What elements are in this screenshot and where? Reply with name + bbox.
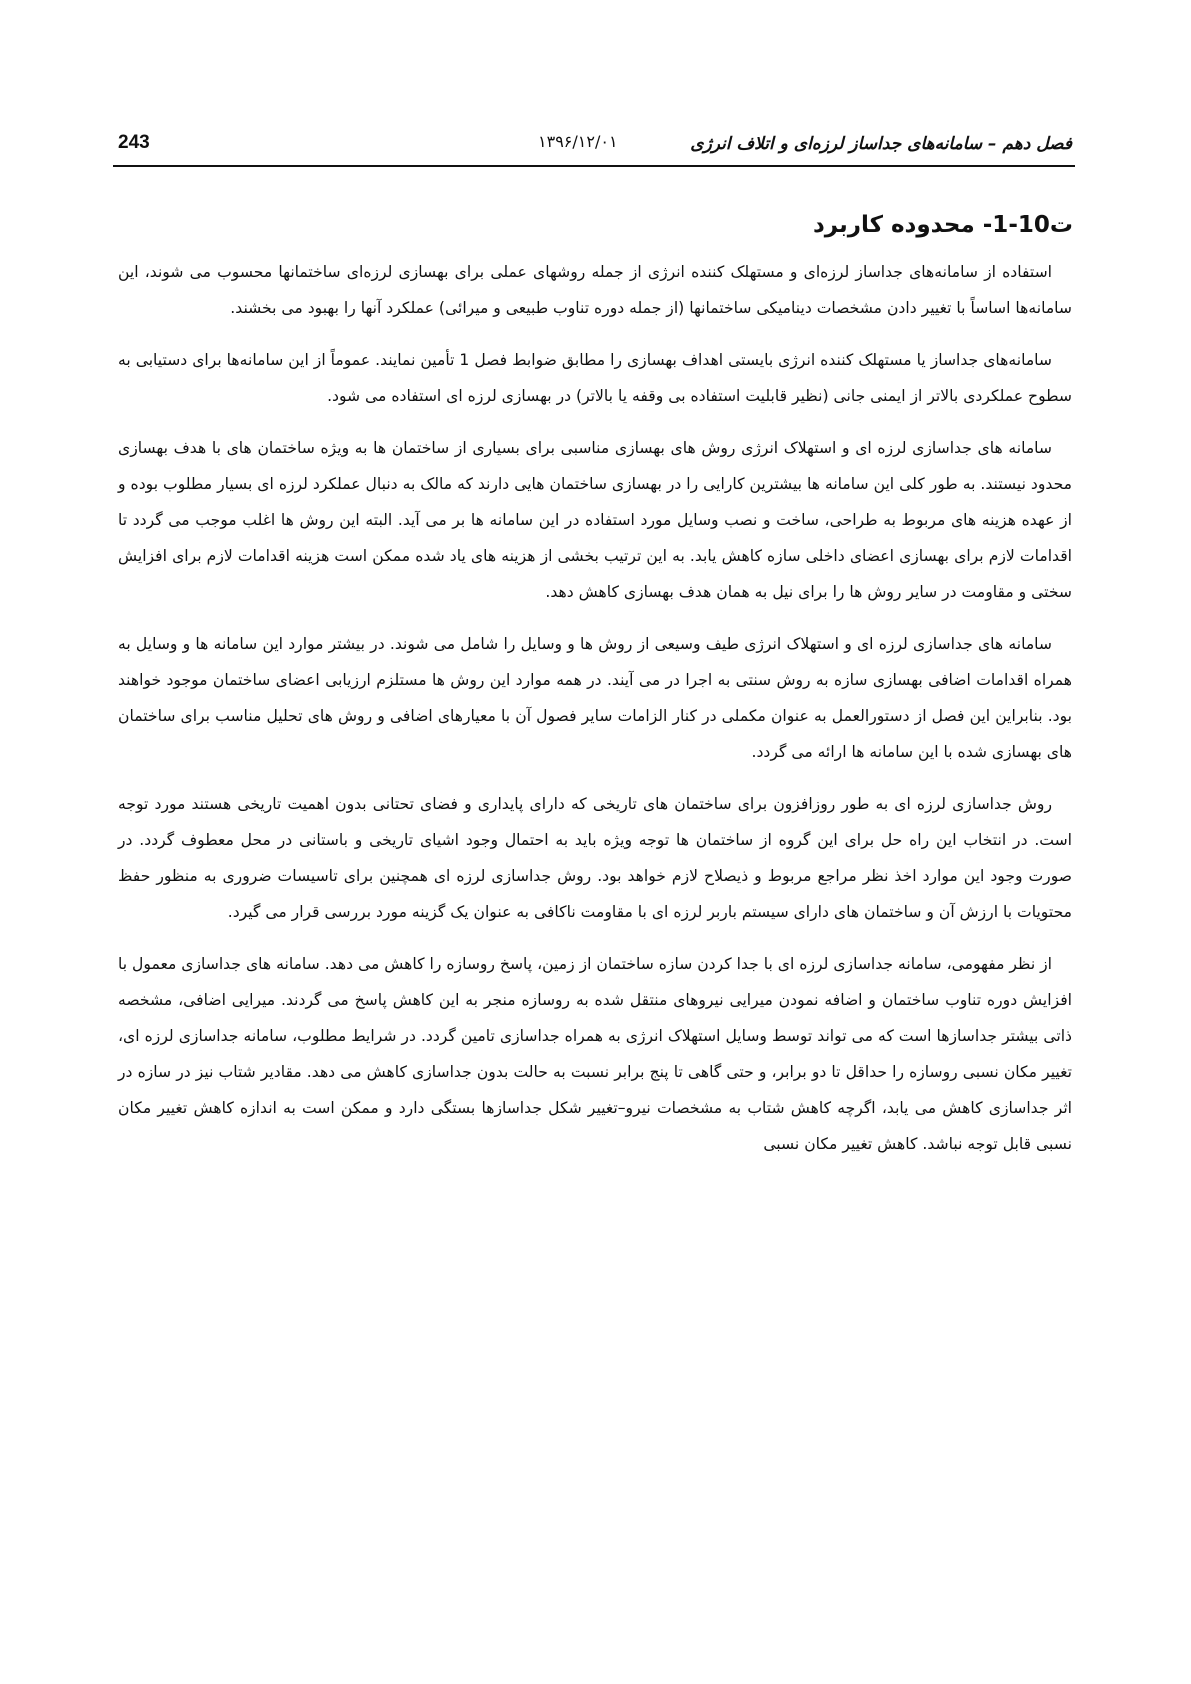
- section-heading: ت10-1- محدوده کاربرد: [812, 212, 1073, 238]
- chapter-title: فصل دهم – سامانه‌های جداساز لرزه‌ای و اتلاف انرژی: [690, 134, 1072, 154]
- page-header: [118, 128, 1072, 162]
- paragraph-6: از نظر مفهومی، سامانه جداسازی لرزه ای با جدا کردن سازه ساختمان از زمین، پاسخ روسازه را کاهش می دهد. سامانه های جداسازی معمول با افزایش دوره تناوب ساختمان و اضافه نمودن میرایی نیروهای منتقل شده به روسازه منجر به این کاهش پاسخ می گردند. میرایی اضافی، مشخصه ذاتی بیشتر جداسازها است که می تواند توسط وسایل استهلاک انرژی به همراه جداسازی تامین گردد. در شرایط مطلوب، سامانه جداسازی لرزه ای، تغییر مکان نسبی روسازه را حداقل تا دو برابر، و حتی گاهی تا پنج برابر نسبت به حالت بدون جداسازی کاهش می دهد. مقادیر شتاب نیز در سازه در اثر جداسازی کاهش می یابد، اگرچه کاهش شتاب به مشخصات نیرو–تغییر شکل جداسازها بستگی دارد و ممکن است به اندازه کاهش تغییر مکان نسبی قابل توجه نباشد. کاهش تغییر مکان نسبی: [118, 955, 1072, 1153]
- paragraph-5: روش جداسازی لرزه ای به طور روزافزون برای ساختمان های تاریخی که دارای پایداری و فضای تحتانی بدون اهمیت تاریخی هستند مورد توجه است. در انتخاب این راه حل برای این گروه از ساختمان ها توجه ویژه باید به احتمال وجود اشیای تاریخی و باستانی در محل معطوف گردد. در صورت وجود این موارد اخذ نظر مراجع مربوط و ذیصلاح لازم خواهد بود. روش جداسازی لرزه ای همچنین برای تاسیسات ضروری به منظور حفظ محتویات با ارزش آن و ساختمان های دارای سیستم باربر لرزه ای با مقاومت ناکافی به عنوان یک گزینه مورد بررسی قرار می گیرد.: [118, 795, 1072, 921]
- paragraph-2: سامانه‌های جداساز یا مستهلک کننده انرژی بایستی اهداف بهسازی را مطابق ضوابط فصل 1 تأمین نمایند. عموماً از این سامانه‌ها برای دستیابی به سطوح عملکردی بالاتر از ایمنی جانی (نظیر قابلیت استفاده بی وقفه یا بالاتر) در بهسازی لرزه ای استفاده می شود.: [118, 351, 1072, 405]
- paragraph-4: سامانه های جداسازی لرزه ای و استهلاک انرژی طیف وسیعی از روش ها و وسایل را شامل می شوند. در بیشتر موارد این سامانه ها و وسایل به همراه اقدامات اضافی بهسازی سازه به روش سنتی به اجرا در می آیند. در همه موارد این روش ها مستلزم ارزیابی اعضای ساختمان موجود خواهند بود. بنابراین این فصل از دستورالعمل به عنوان مکملی در کنار الزامات سایر فصول آن با معیارهای اضافی و روش های تحلیل مناسب برای ساختمان های بهسازی شده با این سامانه ها ارائه می گردد.: [118, 635, 1072, 761]
- body-text: [118, 254, 1072, 1178]
- header-divider: [113, 165, 1075, 167]
- header-date: ۱۳۹۶/۱۲/۰۱: [538, 132, 618, 151]
- paragraph-3: سامانه های جداسازی لرزه ای و استهلاک انرژی روش های بهسازی مناسبی برای بسیاری از ساختمان ها به ویژه ساختمان های با هدف بهسازی محدود نیستند. به طور کلی این سامانه ها بیشترین کارایی را در بهسازی ساختمان هایی دارند که مالک به دنبال عملکرد لرزه ای بسیار مطلوب بوده و از عهده هزینه های مربوط به طراحی، ساخت و نصب وسایل مورد استفاده در این سامانه ها بر می آید. البته این روش ها اغلب موجب می گردد تا اقدامات لازم برای بهسازی اعضای داخلی سازه کاهش یابد. به این ترتیب بخشی از هزینه های یاد شده ممکن است هزینه اقدامات لازم برای افزایش سختی و مقاومت در سایر روش ها را برای نیل به همان هدف بهسازی کاهش دهد.: [118, 439, 1072, 601]
- paragraph-1: استفاده از سامانه‌های جداساز لرزه‌ای و مستهلک کننده انرژی از جمله روشهای عملی برای بهسازی لرزه‌ای ساختمانها محسوب می شوند، این سامانه‌ها اساساً با تغییر دادن مشخصات دینامیکی ساختمانها (از جمله دوره تناوب طبیعی و میرائی) عملکرد آنها را بهبود می بخشند.: [118, 263, 1072, 317]
- page-number: 243: [118, 132, 150, 153]
